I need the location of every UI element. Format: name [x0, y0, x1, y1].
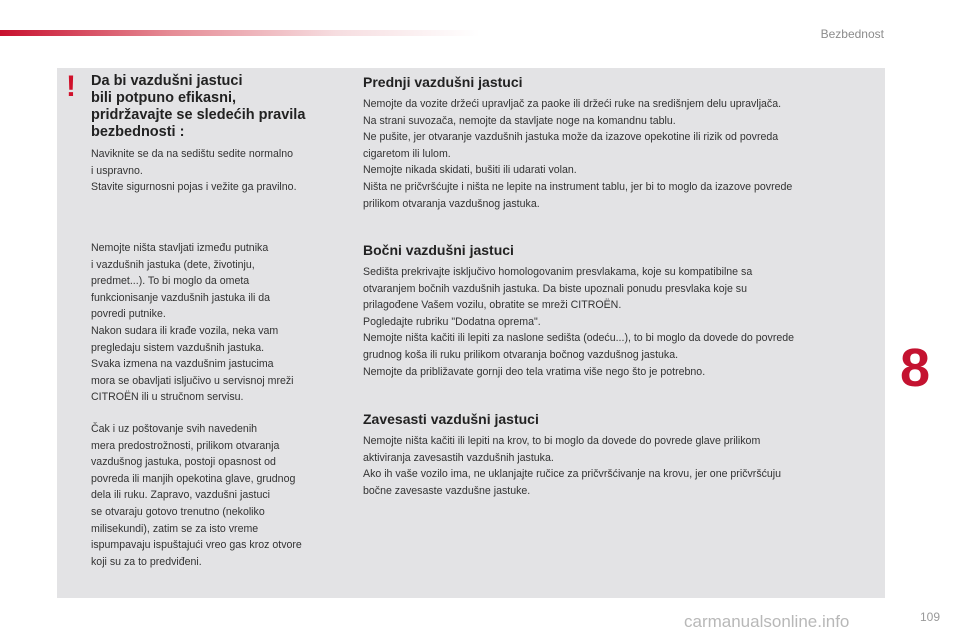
- heading-line: Da bi vazdušni jastuci: [91, 73, 243, 89]
- text-line: pregledaju sistem vazdušnih jastuka.: [91, 341, 265, 354]
- text-line: Čak i uz poštovanje svih navedenih: [91, 423, 258, 435]
- text-line: Sedišta prekrivajte isključivo homologovanim presvlakama, koje su kompatibilne sa: [363, 266, 753, 278]
- text-line: ispumpavaju ispuštajući vreo gas kroz otvore: [91, 539, 302, 552]
- text-line: aktiviranja zavesastih vazdušnih jastuka.: [363, 451, 554, 464]
- text-line: koji su za to predviđeni.: [91, 555, 202, 568]
- side-airbags-text: [363, 264, 794, 380]
- text-line: Ako ih vaše vozilo ima, ne uklanjajte ručice za pričvršćivanje na krovu, jer one pričvršćuju: [363, 468, 782, 481]
- text-line: otvaranjem bočnih vazdušnih jastuka. Da biste upoznali ponudu presvlaka koje su: [363, 282, 747, 295]
- text-line: se otvaraju gotovo trenutno (nekoliko: [91, 505, 265, 518]
- header-accent-bar: [0, 30, 480, 36]
- text-line: prilikom otvaranja vazdušnog jastuka.: [363, 197, 540, 210]
- text-line: bočne zavesaste vazdušne jastuke.: [363, 484, 531, 497]
- text-line: milisekundi), zatim se za isto vreme: [91, 522, 259, 535]
- warning-icon: !: [66, 70, 76, 103]
- page-number: 109: [919, 610, 940, 624]
- text-line: prilagođene Vašem vozilu, obratite se mreži CITROËN.: [363, 299, 622, 312]
- text-line: Nemojte ništa kačiti ili lepiti na krov, to bi moglo da dovede do povrede glave prilikom: [363, 435, 761, 447]
- text-line: cigaretom ili lulom.: [363, 147, 451, 160]
- text-line: Nemojte ništa stavljati između putnika: [91, 242, 269, 254]
- text-line: Nemojte ništa kačiti ili lepiti za naslone sedišta (odeću...), to bi moglo da dovede do povrede: [363, 332, 795, 345]
- curtain-airbags-heading: Zavesasti vazdušni jastuci: [363, 411, 539, 427]
- injury-risk-paragraph: [91, 421, 302, 570]
- text-line: funkcionisanje vazdušnih jastuka ili da: [91, 291, 271, 304]
- text-line: Nemojte nikada skidati, bušiti ili udarati volan.: [363, 164, 577, 177]
- heading-line: bili potpuno efikasni,: [91, 90, 236, 106]
- text-line: CITROËN ili u stručnom servisu.: [91, 391, 244, 404]
- text-line: Stavite sigurnosni pojas i vežite ga pravilno.: [91, 181, 297, 194]
- text-line: Ništa ne pričvršćujte i ništa ne lepite na instrument tablu, jer bi to moglo da izazove povrede: [363, 180, 793, 193]
- watermark: carmanualsonline.info: [684, 612, 850, 631]
- text-line: i vazdušnih jastuka (dete, životinju,: [91, 258, 255, 271]
- text-line: Svaka izmena na vazdušnim jastucima: [91, 358, 274, 371]
- text-line: Naviknite se da na sedištu sedite normalno: [91, 148, 293, 160]
- side-airbags-heading: Bočni vazdušni jastuci: [363, 242, 514, 258]
- obstruction-paragraph: [91, 240, 294, 406]
- text-line: dela ili ruku. Zapravo, vazdušni jastuci: [91, 489, 271, 502]
- curtain-airbags-text: [363, 433, 781, 499]
- text-line: mora se obavljati isljučivo u servisnoj mreži: [91, 374, 294, 387]
- text-line: i uspravno.: [91, 164, 143, 177]
- section-title: Bezbednost: [820, 27, 884, 41]
- text-line: povreda ili manjih opekotina glave, grudnog: [91, 472, 296, 485]
- text-line: Nemojte da vozite držeći upravljač za paoke ili držeći ruke na središnjem delu upravljača.: [363, 98, 782, 110]
- text-line: vazdušnog jastuka, postoji opasnost od: [91, 456, 276, 469]
- heading-line: pridržavajte se sledećih pravila: [91, 107, 306, 123]
- text-line: Nemojte da približavate gornji deo tela vratima više nego što je potrebno.: [363, 365, 706, 378]
- text-line: grudnog koša ili ruku prilikom otvaranja bočnog vazdušnog jastuka.: [363, 348, 679, 361]
- text-line: mera predostrožnosti, prilikom otvaranja: [91, 439, 280, 452]
- text-line: povredi putnike.: [91, 308, 166, 321]
- text-line: Na strani suvozača, nemojte da stavljate noge na komandnu tablu.: [363, 114, 676, 127]
- chapter-number: 8: [900, 338, 931, 398]
- seating-paragraph: [91, 146, 297, 196]
- front-airbags-heading: Prednji vazdušni jastuci: [363, 74, 523, 90]
- text-line: predmet...). To bi moglo da ometa: [91, 275, 250, 288]
- front-airbags-text: [363, 96, 792, 212]
- text-line: Pogledajte rubriku "Dodatna oprema".: [363, 315, 541, 328]
- text-line: Ne pušite, jer otvaranje vazdušnih jastuka može da izazove opekotine ili rizik od povreda: [363, 131, 779, 144]
- heading-line: bezbednosti :: [91, 124, 185, 140]
- text-line: Nakon sudara ili krađe vozila, neka vam: [91, 324, 279, 337]
- safety-rules-heading: [91, 73, 351, 141]
